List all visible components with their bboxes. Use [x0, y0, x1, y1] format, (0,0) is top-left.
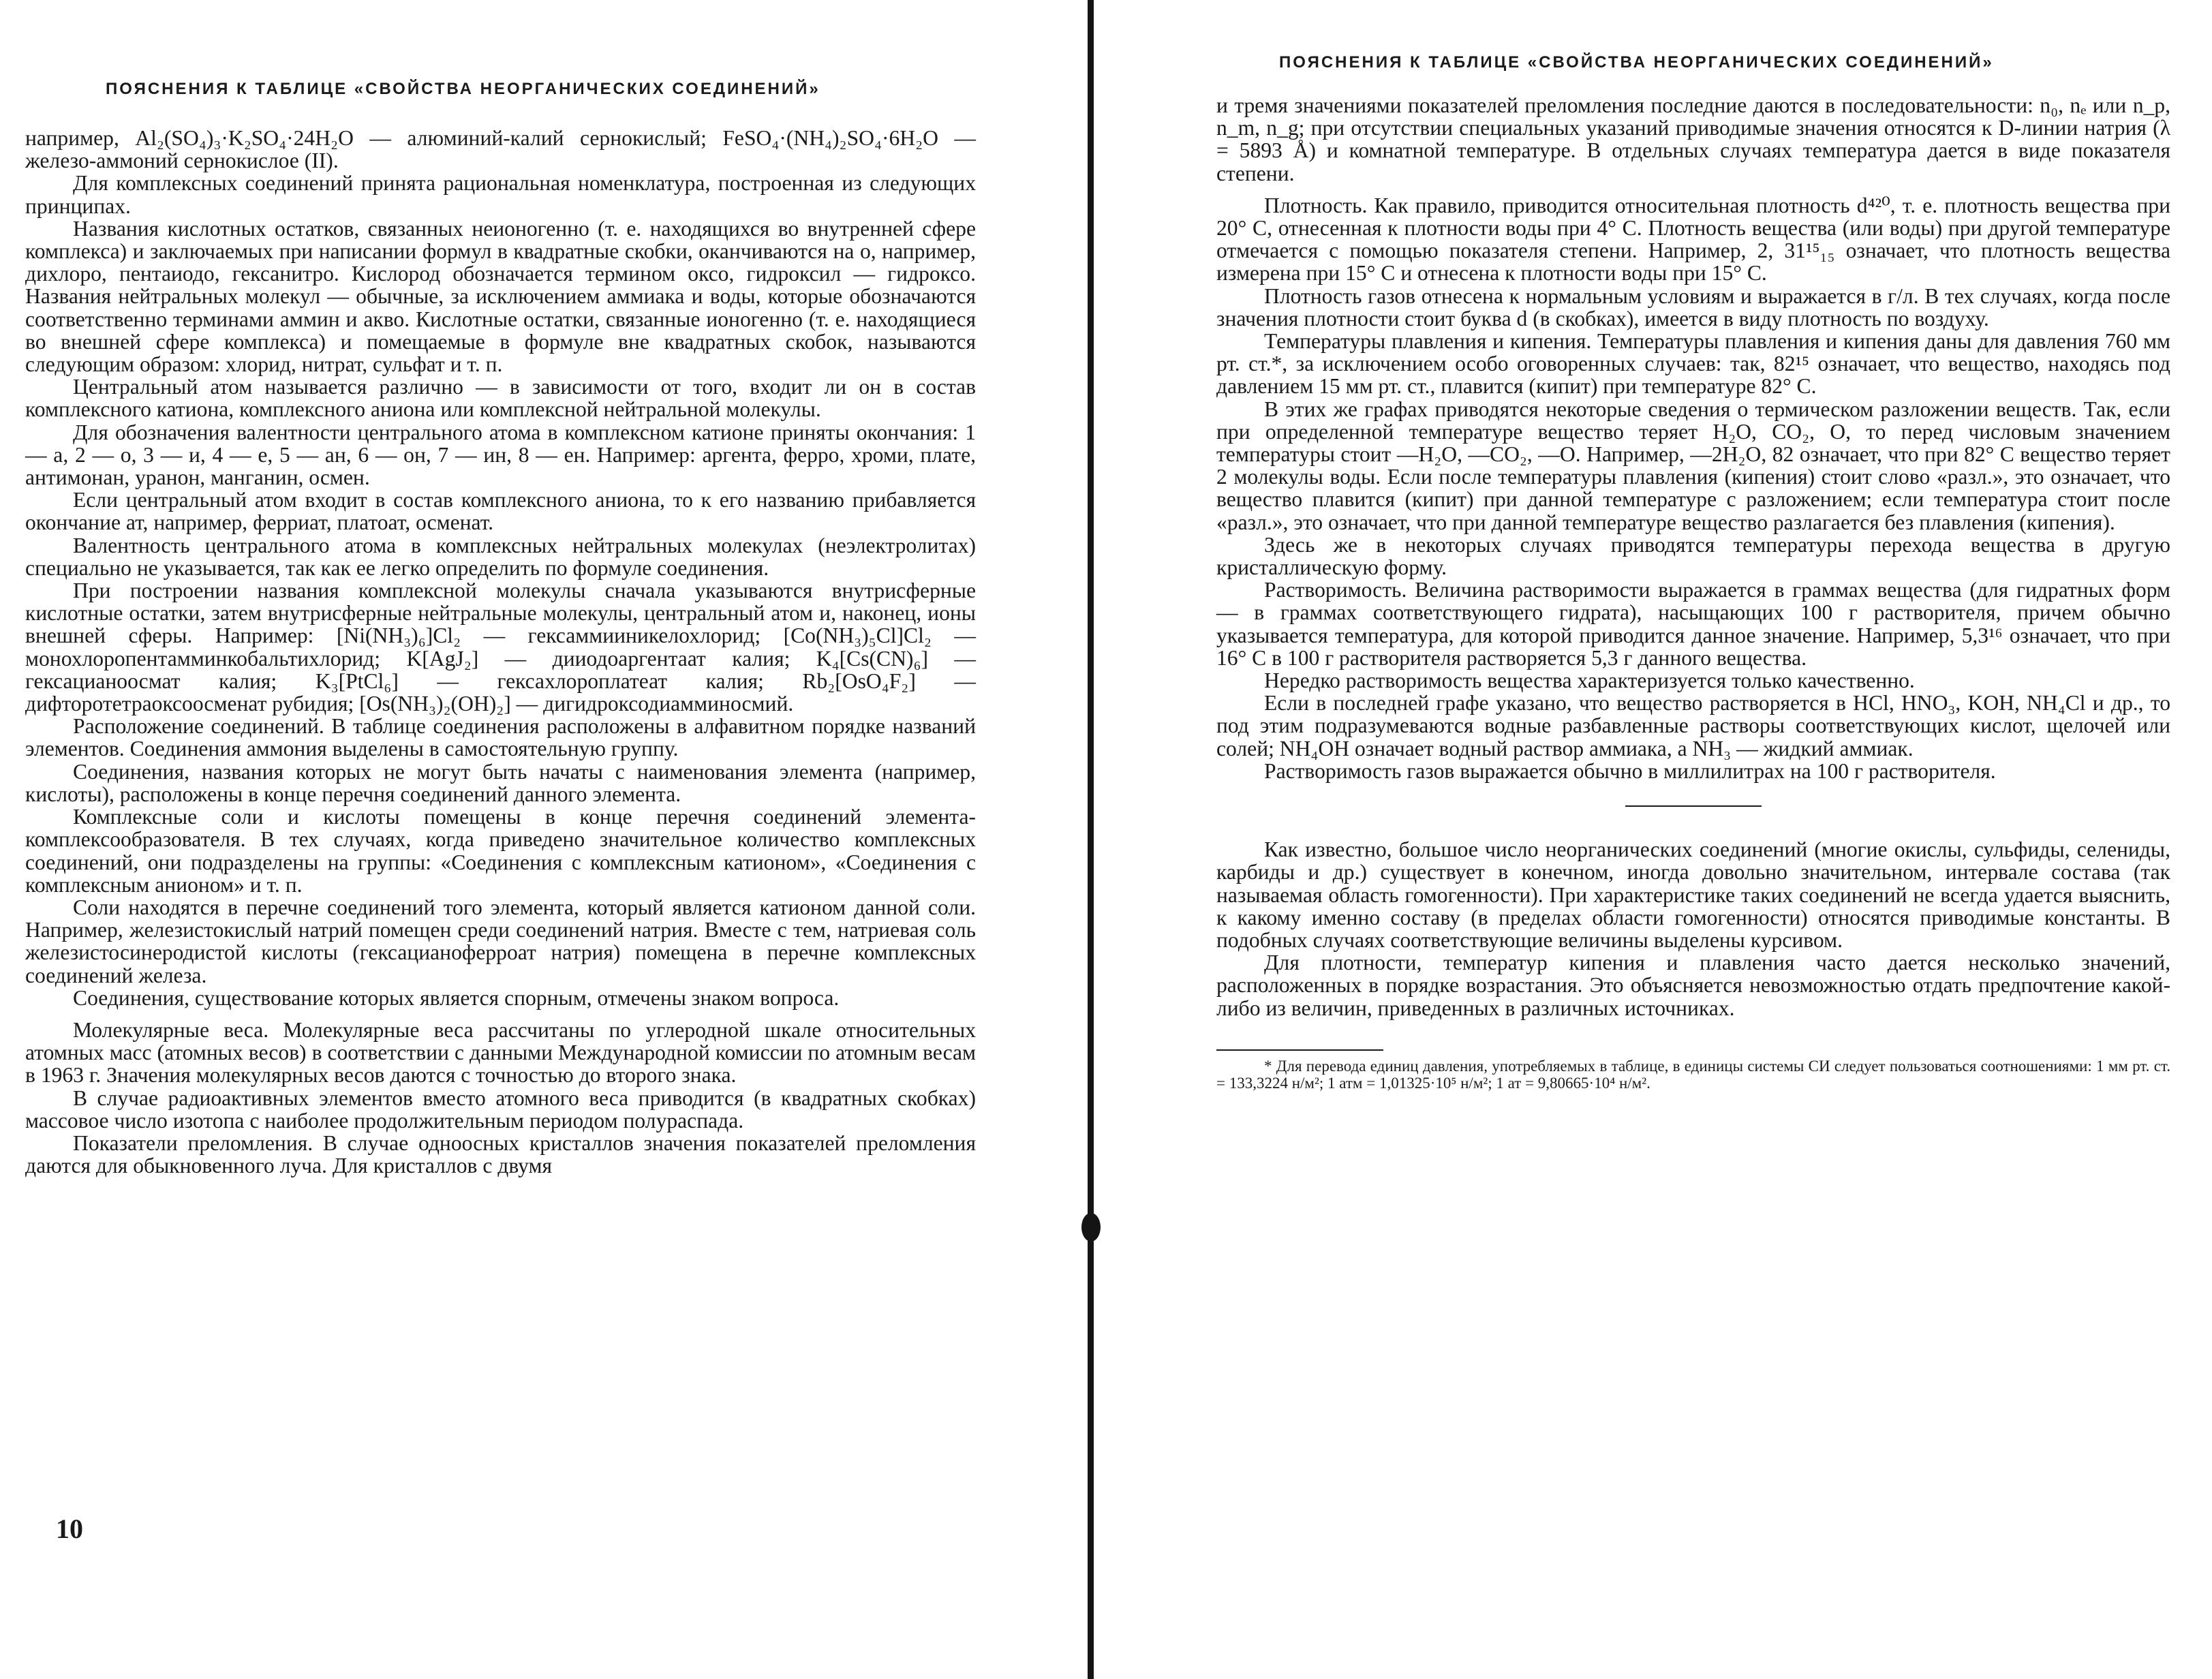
paragraph: В этих же графах приводятся некоторые сведения о термическом разложении веществ. Так, если при определенной температуре вещество теряет H₂O, CO₂, O, то перед числовым значением температуры стоит —H₂O, —CO₂, —O. Например, —2H₂O, 82 означает, что при 82° С вещество теряет 2 молекулы воды. Если после температуры плавления (кипения) стоит слово «разл.», это означает, что вещество плавится (кипит) при данной температуре с разложением; если температура стоит после «разл.», это означает, что при данной температуре вещество разлагается без плавления (кипения). [1216, 397, 2170, 534]
section-paragraph: Плотность. Как правило, приводится относительная плотность d⁴²⁰, т. е. плотность вещества при 20° С, отнесенная к плотности воды при 4° С. Плотность вещества (или воды) при другой температуре отмечается с помощью показателя степени. Например, 2, 31¹⁵₁₅ означает, что плотность вещества измерена при 15° С и отнесена к плотности воды при 15° С. [1216, 193, 2170, 286]
paragraph: Плотность газов отнесена к нормальным условиям и выражается в г/л. В тех случаях, когда после значения плотности стоит буква d (в скобках), имеется в виду плотность по воздуху. [1216, 283, 2170, 330]
paragraph: Здесь же в некоторых случаях приводятся температуры перехода вещества в другую кристаллическую форму. [1216, 532, 2170, 580]
paragraph: При построении названия комплексной молекулы сначала указываются внутрисферные кислотные остатки, затем внутрисферные нейтральные молекулы, центральный атом и, наконец, ионы внешней сферы. Например: [Ni(NH₃)₆]Cl₂ — гексаммииникелохлорид; [Co(NH₃)₅Cl]Cl₂ — монохлоропентамминкобальтихлорид; K[AgJ₂] — дииодоаргентаат калия; K₄[Cs(CN)₆] — гексацианоосмат калия; K₃[PtCl₆] — гексахлороплатеат калия; Rb₂[OsO₄F₂] — дифторотетраоксоосменат рубидия; [Os(NH₃)₂(OH)₂] — дигидроксодиамминосмий. [25, 579, 976, 716]
right-text-column [1216, 94, 2170, 1092]
section-paragraph: Расположение соединений. В таблице соединения расположены в алфавитном порядке названий элементов. Соединения аммония выделены в самостоятельную группу. [25, 714, 976, 761]
paragraph: Валентность центрального атома в комплексных нейтральных молекулах (неэлектролитах) специально не указывается, так как ее легко определить по формуле соединения. [25, 533, 976, 580]
paragraph: Нередко растворимость вещества характеризуется только качественно. [1264, 668, 1915, 693]
paragraph: Для плотности, температур кипения и плавления часто дается несколько значений, расположенных в порядке возрастания. Это объясняется невозможностью отдать предпочтение какой-либо из величин, приведенных в различных источниках. [1216, 951, 2170, 1020]
book-gutter [1088, 0, 1094, 1679]
paragraph: и тремя значениями показателей преломления последние даются в последовательности: n₀, nₑ или n_p, n_m, n_g; при отсутствии специальных указаний приводимые значения относятся к D-линии натрия (λ = 5893 Å) и комнатной температуре. В отдельных случаях температура дается в виде показателя степени. [1216, 93, 2170, 185]
binding-mark [1081, 1213, 1101, 1242]
section-divider [1625, 805, 1762, 807]
page-header: ПОЯСНЕНИЯ К ТАБЛИЦЕ «СВОЙСТВА НЕОРГАНИЧЕСКИХ СОЕДИНЕНИЙ» [1279, 53, 1994, 72]
footnote-divider [1216, 1049, 1383, 1051]
section-paragraph: Молекулярные веса. Молекулярные веса рассчитаны по углеродной шкале относительных атомных масс (атомных весов) в соответствии с данными Международной комиссии по атомным весам в 1963 г. Значения молекулярных весов даются с точностью до второго знака. [25, 1017, 976, 1088]
paragraph: Соли находятся в перечне соединений того элемента, который является катионом данной соли. Например, железистокислый натрий помещен среди соединений натрия. Вместе с тем, натриевая соль железистосинеродистой кислоты (гексацианоферроат натрия) помещена в перечне комплексных соединений железа. [25, 895, 976, 987]
paragraph: Если центральный атом входит в состав комплексного аниона, то к его названию прибавляется окончание ат, например, ферриат, платоат, осменат. [25, 488, 976, 535]
paragraph: Соединения, названия которых не могут быть начаты с наименования элемента (например, кислоты), расположены в конце перечня соединений данного элемента. [25, 759, 976, 806]
paragraph: Названия кислотных остатков, связанных неионогенно (т. е. находящихся во внутренней сфере комплекса) и заключаемых при написании формул в квадратные скобки, оканчиваются на о, например, дихлоро, пентаиодо, гексанитро. Кислород обозначается термином оксо, гидроксил — гидроксо. Названия нейтральных молекул — обычные, за исключением аммиака и воды, которые обозначаются соответственно терминами аммин и акво. Кислотные остатки, связанные ионогенно (т. е. находящиеся во внешней сфере комплекса) и помещаемые в формуле вне квадратных скобок, называются следующим образом: хлорид, нитрат, сульфат и т. п. [25, 216, 976, 377]
left-page [0, 0, 1101, 1679]
left-text-column [25, 127, 976, 1177]
paragraph: В случае радиоактивных элементов вместо атомного веса приводится (в квадратных скобках) массовое число изотопа с наиболее продолжительным периодом полураспада. [25, 1085, 976, 1133]
paragraph: Для комплексных соединений принята рациональная номенклатура, построенная из следующих принципах. [25, 171, 976, 218]
paragraph: Центральный атом называется различно — в зависимости от того, входит ли он в состав комплексного катиона, комплексного аниона или комплексной нейтральной молекулы. [25, 375, 976, 422]
section-paragraph: Растворимость. Величина растворимости выражается в граммах вещества (для гидратных форм — в граммах соответствующего гидрата), насыщающих 100 г растворителя, причем обычно указывается температура, для которой приводится данное значение. Например, 5,3¹⁶ означает, что при 16° С в 100 г растворителя растворяется 5,3 г данного вещества. [1216, 578, 2170, 670]
right-page [1101, 0, 2212, 1679]
section-paragraph: Температуры плавления и кипения. Температуры плавления и кипения даны для давления 760 мм рт. ст.*, за исключением особо оговоренных случаев: так, 82¹⁵ означает, что вещество, находясь под давлением 15 мм рт. ст., плавится (кипит) при температуре 82° С. [1216, 329, 2170, 399]
page-header: ПОЯСНЕНИЯ К ТАБЛИЦЕ «СВОЙСТВА НЕОРГАНИЧЕСКИХ СОЕДИНЕНИЙ» [106, 80, 820, 98]
paragraph: Соединения, существование которых является спорным, отмечены знаком вопроса. [73, 985, 840, 1010]
paragraph: Для обозначения валентности центрального атома в комплексном катионе приняты окончания: 1 — а, 2 — о, 3 — и, 4 — е, 5 — ан, 6 — он, 7 — ин, 8 — ен. Например: аргента, ферро, хроми, плате, антимонан, уранон, манганин, осмен. [25, 420, 976, 490]
footnote: * Для перевода единиц давления, употребляемых в таблице, в единицы системы СИ следует пользоваться соотношениями: 1 мм рт. ст. = 133,3224 н/м²; 1 атм = 1,01325·10⁵ н/м²; 1 ат = 9,80665·10⁴ н/м². [1216, 1057, 2170, 1092]
paragraph: Растворимость газов выражается обычно в миллилитрах на 100 г растворителя. [1264, 758, 1996, 783]
paragraph: Как известно, большое число неорганических соединений (многие окислы, сульфиды, селениды, карбиды и др.) существует в конечном, иногда довольно значительном, интервале состава (так называемая область гомогенности). При характеристике таких соединений не всегда удается выяснить, к какому именно составу (в пределах области гомогенности) относятся приводимые константы. В подобных случаях соответствующие величины выделены курсивом. [1216, 837, 2170, 952]
section-paragraph: Показатели преломления. В случае одноосных кристаллов значения показателей преломления даются для обыкновенного луча. Для кристаллов с двумя [25, 1130, 976, 1178]
paragraph: Если в последней графе указано, что вещество растворяется в HCl, HNO₃, KOH, NH₄Cl и др., то под этим подразумеваются водные разбавленные растворы соответствующих кислот, щелочей или солей; NH₄OH означает водный раствор аммиака, а NH₃ — жидкий аммиак. [1216, 691, 2170, 760]
page-number: 10 [56, 1513, 83, 1544]
paragraph: Комплексные соли и кислоты помещены в конце перечня соединений элемента-комплексообразователя. В тех случаях, когда приведено значительное количество комплексных соединений, они подразделены на группы: «Соединения с комплексным катионом», «Соединения с комплексным анионом» и т. п. [25, 805, 976, 897]
paragraph: например, Al₂(SO₄)₃·K₂SO₄·24H₂O — алюминий-калий сернокислый; FeSO₄·(NH₄)₂SO₄·6H₂O — железо-аммоний сернокислое (II). [25, 126, 976, 173]
